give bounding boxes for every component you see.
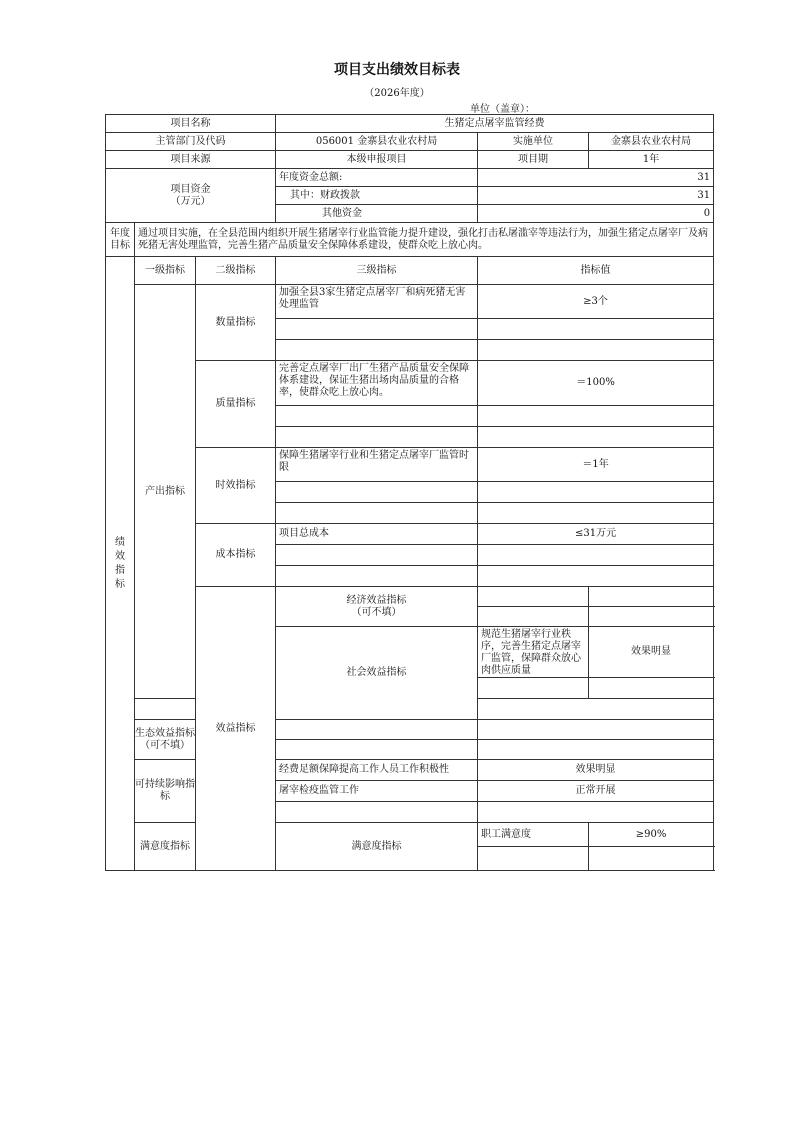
empty-cell (478, 802, 714, 823)
economic-indicator-label (276, 587, 478, 627)
empty-cell (478, 406, 714, 427)
ecological-indicator-label (135, 720, 196, 760)
fund-label (106, 169, 276, 223)
empty-cell (276, 545, 478, 566)
benefit-indicator-label: 效益指标 (196, 587, 276, 871)
row-project-name (106, 115, 714, 133)
output-indicator-label: 产出指标 (135, 285, 196, 699)
fund-fiscal-value: 31 (478, 187, 714, 205)
sustainability-indicator-label: 可持续影响指标 (135, 760, 196, 823)
empty-cell (276, 740, 478, 760)
quality-value: ＝100% (478, 361, 714, 406)
empty-cell (589, 678, 714, 699)
empty-cell (589, 587, 714, 607)
fund-other-value: 0 (478, 205, 714, 223)
row-annual-goal (106, 223, 714, 257)
economic-label-line2: （可不填） (351, 606, 402, 618)
social-item: 规范生猪屠宰行业秩序，完善生猪定点屠宰厂监管，保障群众放心肉供应质量 (478, 627, 589, 678)
economic-label-line1: 经济效益指标 (346, 594, 407, 606)
annual-goal-text: 通过项目实施，在全县范围内组织开展生猪屠宰行业监管能力提升建设，强化打击私屠滥宰等违法行为，加强生猪定点屠宰厂及病死猪无害处理监管，完善生猪产品质量安全保障体系建设，使群众吃上放心肉。 (135, 223, 714, 257)
source-label: 项目来源 (106, 151, 276, 169)
empty-cell (478, 720, 714, 740)
timeliness-indicator-label: 时效指标 (196, 448, 276, 524)
dept-label: 主管部门及代码 (106, 133, 276, 151)
table-row (106, 524, 714, 545)
empty-cell (276, 802, 478, 823)
empty-cell (478, 740, 714, 760)
project-name-label: 项目名称 (106, 115, 276, 133)
satisfaction-level1-label: 满意度指标 (135, 823, 196, 871)
empty-cell (478, 340, 714, 361)
table-row (106, 448, 714, 482)
row-source (106, 151, 714, 169)
project-name-value: 生猪定点屠宰监管经费 (276, 115, 714, 133)
empty-cell (276, 482, 478, 503)
side-char: 效 (115, 550, 125, 562)
cost-value: ≤31万元 (478, 524, 714, 545)
year-label: （2026年度） (364, 88, 430, 99)
empty-cell (276, 566, 478, 587)
empty-cell (478, 427, 714, 448)
satisfaction-value: ≥90% (589, 823, 714, 847)
empty-cell (478, 545, 714, 566)
empty-cell (276, 503, 478, 524)
unit-seal-label: 单位（盖章）： (470, 104, 535, 115)
empty-cell (135, 699, 196, 720)
fund-other-label: 其他资金 (276, 205, 478, 223)
table-row (106, 361, 714, 406)
empty-cell (276, 319, 478, 340)
fund-label-line2: （万元） (170, 195, 211, 207)
page-title: 项目支出绩效目标表 (334, 62, 460, 78)
empty-cell (478, 587, 589, 607)
period-label: 项目期 (478, 151, 589, 169)
sustain-item-1: 经费足额保障提高工作人员工作积极性 (276, 760, 478, 781)
empty-cell (276, 406, 478, 427)
ecological-label-line2: （可不填） (140, 739, 190, 751)
empty-cell (478, 699, 714, 720)
head-level1: 一级指标 (135, 257, 196, 285)
row-fund-total (106, 169, 714, 187)
satisfaction-level2-label: 满意度指标 (276, 823, 478, 871)
impl-unit-value: 金寨县农业农村局 (589, 133, 714, 151)
empty-cell (478, 607, 589, 627)
annual-goal-label (106, 223, 135, 257)
fund-label-line1: 项目资金 (170, 183, 211, 195)
social-value: 效果明显 (589, 627, 714, 678)
empty-cell (589, 847, 714, 871)
empty-cell (589, 607, 714, 627)
sustain-item-2: 屠宰检疫监管工作 (276, 781, 478, 802)
empty-cell (478, 566, 714, 587)
sustain-value-2: 正常开展 (478, 781, 714, 802)
side-char: 绩 (115, 536, 125, 548)
empty-cell (478, 847, 589, 871)
annual-goal-label-line2: 目标 (110, 239, 130, 251)
table-row (106, 285, 714, 319)
side-char: 指 (115, 564, 125, 576)
empty-cell (276, 340, 478, 361)
fund-fiscal-label: 其中：财政拨款 (276, 187, 478, 205)
sustain-value-1: 效果明显 (478, 760, 714, 781)
timeliness-item: 保障生猪屠宰行业和生猪定点屠宰厂监管时限 (276, 448, 478, 482)
quantity-item: 加强全县3家生猪定点屠宰厂和病死猪无害处理监管 (276, 285, 478, 319)
cost-item: 项目总成本 (276, 524, 478, 545)
quality-item: 完善定点屠宰厂出厂生猪产品质量安全保障体系建设，保证生猪出场肉品质量的合格率，使群众吃上放心肉。 (276, 361, 478, 406)
cost-indicator-label: 成本指标 (196, 524, 276, 587)
timeliness-value: ＝1年 (478, 448, 714, 482)
performance-table (105, 114, 714, 871)
empty-cell (276, 720, 478, 740)
empty-cell (478, 503, 714, 524)
head-value: 指标值 (478, 257, 714, 285)
performance-indicator-side-label (106, 257, 135, 871)
ecological-label-line1: 生态效益指标 (135, 727, 195, 739)
quantity-indicator-label: 数量指标 (196, 285, 276, 361)
empty-cell (276, 427, 478, 448)
dept-value: 056001 金寨县农业农村局 (276, 133, 478, 151)
social-indicator-label: 社会效益指标 (276, 627, 478, 720)
empty-cell (478, 678, 589, 699)
table-row (106, 587, 714, 607)
head-level3: 三级指标 (276, 257, 478, 285)
satisfaction-item: 职工满意度 (478, 823, 589, 847)
period-value: 1年 (589, 151, 714, 169)
annual-goal-label-line1: 年度 (110, 227, 130, 239)
row-indicator-head (106, 257, 714, 285)
impl-unit-label: 实施单位 (478, 133, 589, 151)
fund-total-label: 年度资金总额: (276, 169, 478, 187)
empty-cell (478, 319, 714, 340)
quality-indicator-label: 质量指标 (196, 361, 276, 448)
side-char: 标 (115, 578, 125, 590)
head-level2: 二级指标 (196, 257, 276, 285)
empty-cell (478, 482, 714, 503)
source-value: 本级申报项目 (276, 151, 478, 169)
fund-total-value: 31 (478, 169, 714, 187)
row-department (106, 133, 714, 151)
quantity-value: ≥3个 (478, 285, 714, 319)
